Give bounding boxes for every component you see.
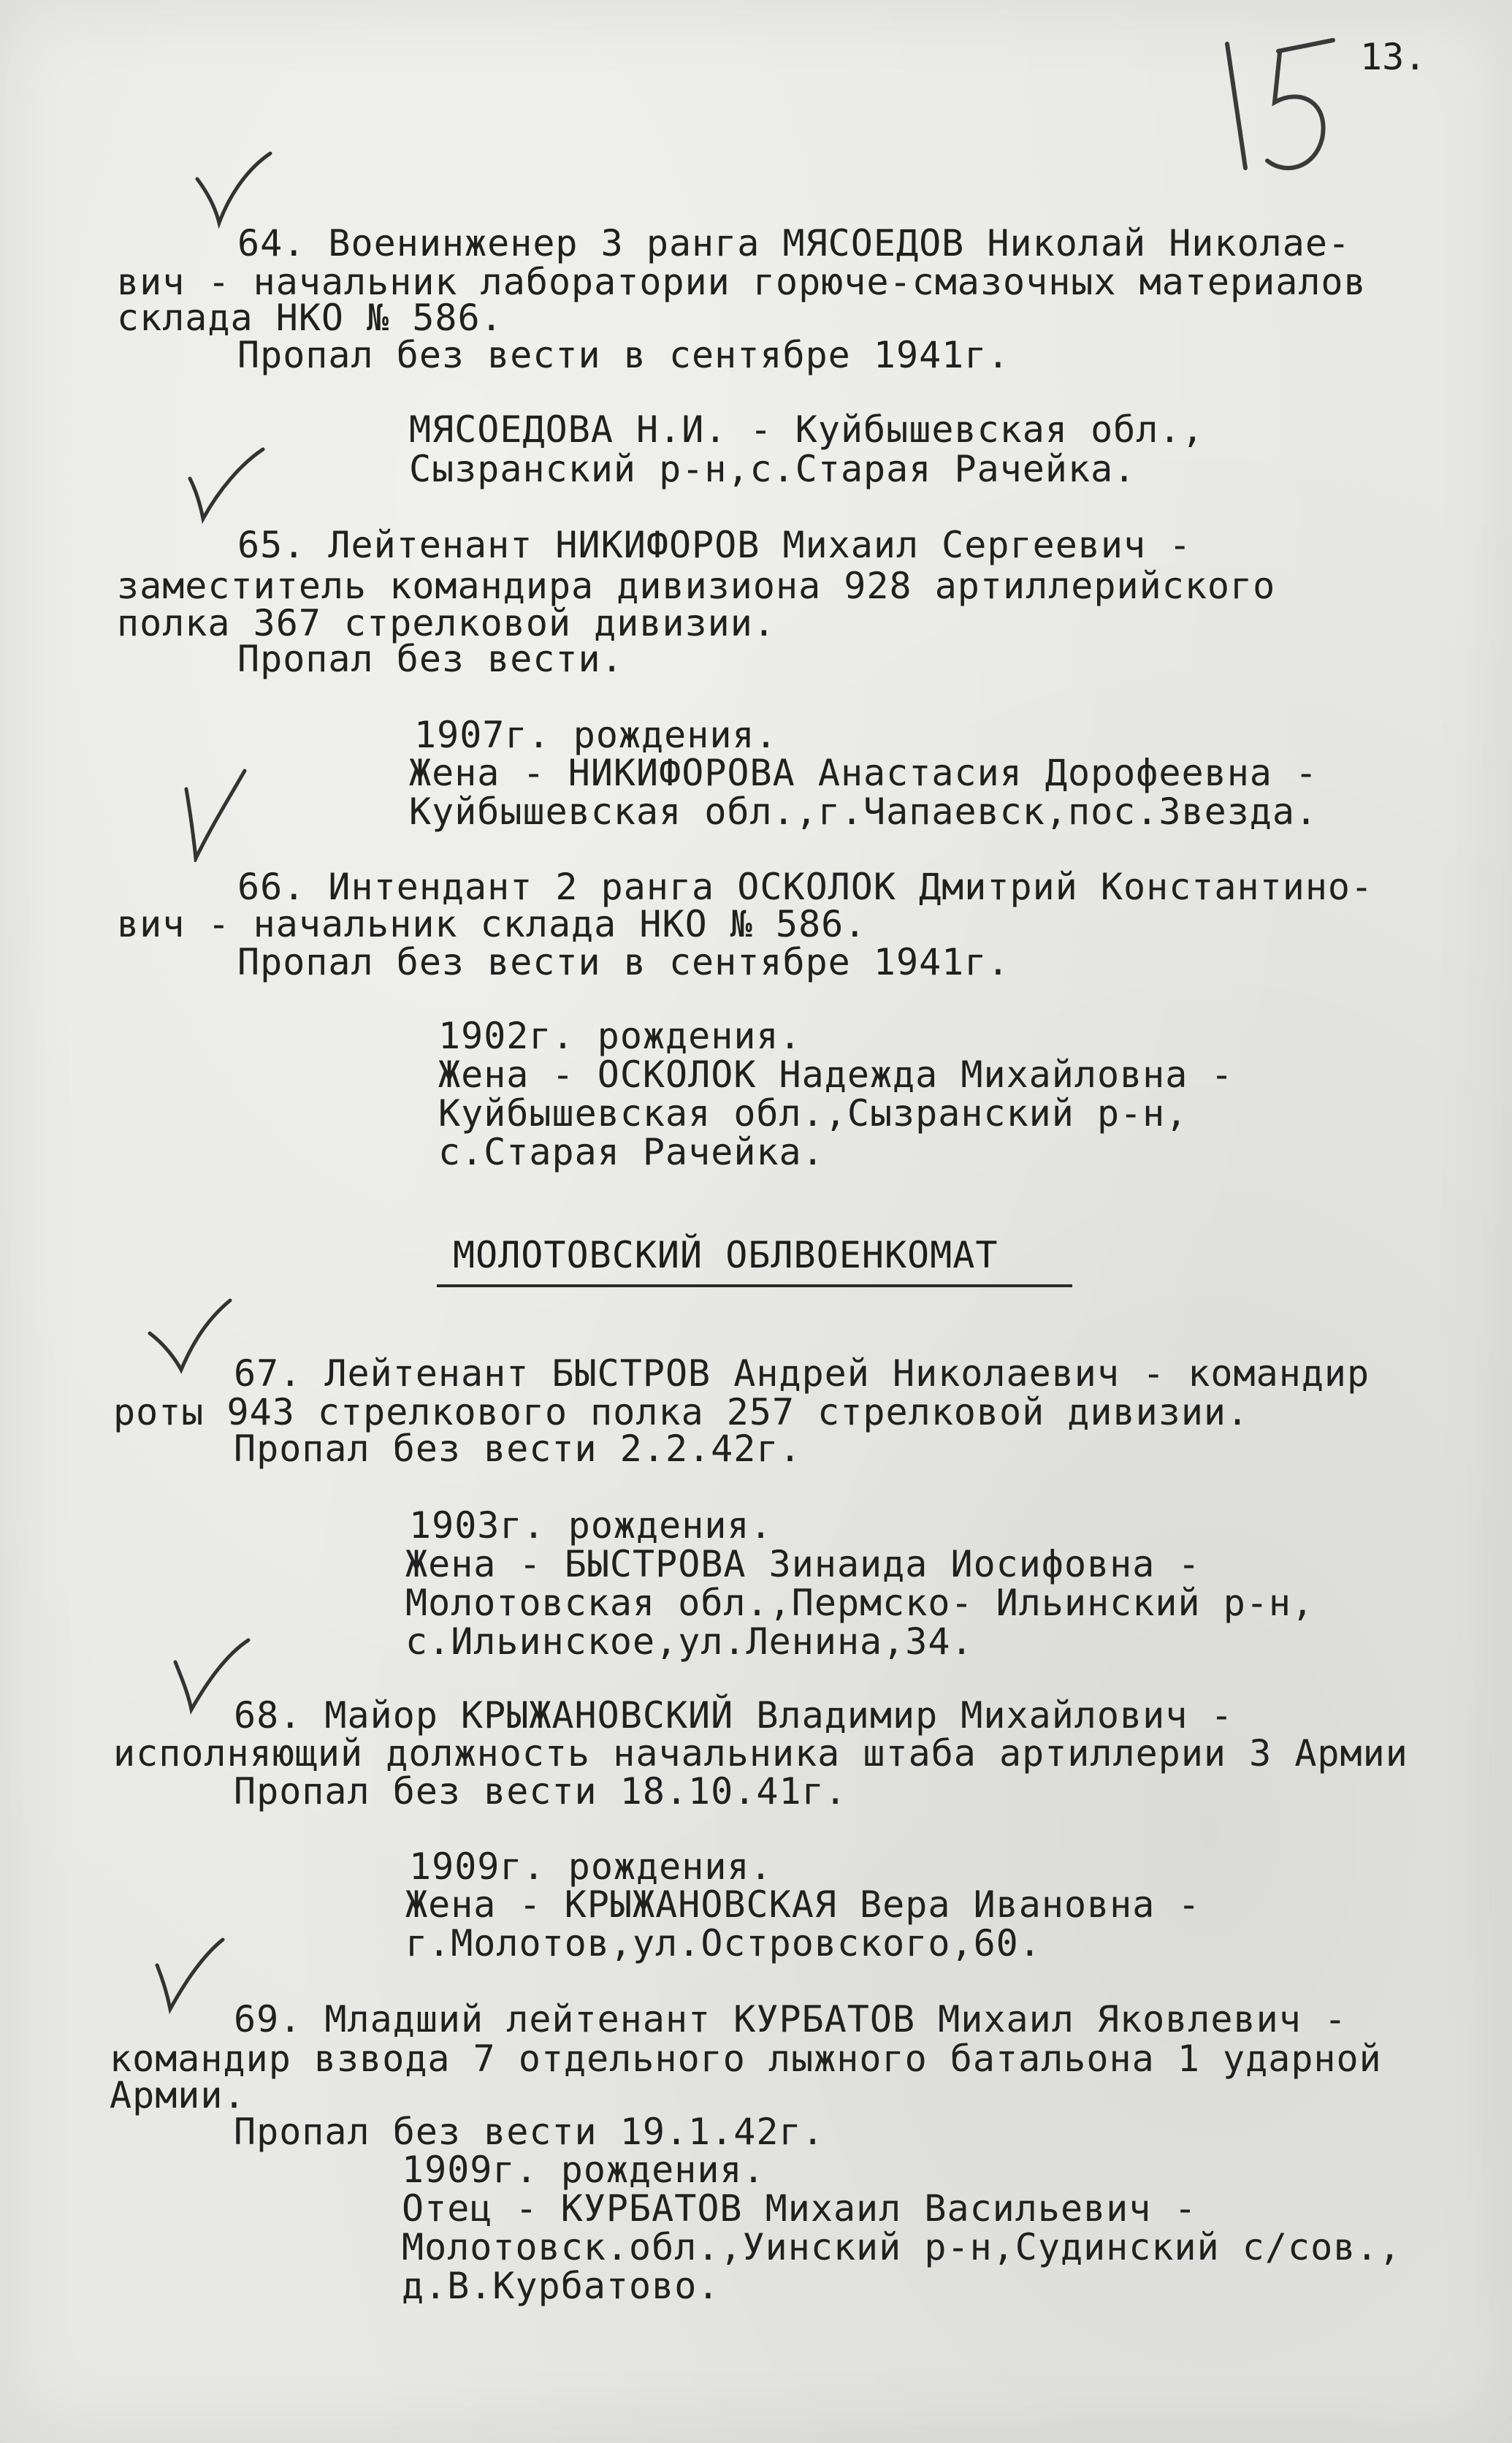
entry-68-relative-3: г.Молотов,ул.Островского,60. (405, 1922, 1042, 1964)
entry-68-line-1: 68. Майор КРЫЖАНОВСКИЙ Владимир Михайлович - (234, 1694, 1234, 1737)
entry-68-line-3: Пропал без вести 18.10.41г. (234, 1770, 847, 1813)
entry-67-relative-3: Молотовская обл.,Пермско- Ильинский р-н, (405, 1582, 1315, 1624)
page-number: 13. (1360, 36, 1427, 78)
entry-65-relative-2: Жена - НИКИФОРОВА Анастасия Дорофеевна - (409, 752, 1318, 794)
entry-64-line-2: вич - начальник лаборатории горюче-смазочных материалов (117, 261, 1367, 303)
handwritten-page-number (1213, 22, 1344, 183)
entry-68-relative-2: Жена - КРЫЖАНОВСКАЯ Вера Ивановна - (405, 1883, 1201, 1926)
entry-69-line-3: Армии. (110, 2074, 246, 2116)
entry-69-relative-2: Отец - КУРБАТОВ Михаил Васильевич - (402, 2187, 1197, 2230)
entry-64-line-1: 64. Военинженер 3 ранга МЯСОЕДОВ Николай Николае- (237, 222, 1351, 264)
entry-67-line-3: Пропал без вести 2.2.42г. (234, 1428, 802, 1470)
entry-68-relative-1: 1909г. рождения. (409, 1845, 773, 1888)
entry-66-line-1: 66. Интендант 2 ранга ОСКОЛОК Дмитрий Константино- (237, 866, 1374, 908)
entry-64-relative-2: Сызранский р-н,с.Старая Рачейка. (409, 448, 1137, 490)
checkmark-icon (183, 446, 270, 526)
entry-64-line-3: склада НКО № 586. (117, 297, 503, 339)
entry-65-line-1: 65. Лейтенант НИКИФОРОВ Михаил Сергеевич - (237, 524, 1192, 566)
entry-69-relative-1: 1909г. рождения. (402, 2149, 765, 2191)
entry-66-line-2: вич - начальник склада НКО № 586. (117, 903, 867, 945)
entry-68-line-2: исполняющий должность начальника штаба артиллерии 3 Армии (113, 1732, 1408, 1775)
entry-69-relative-3: Молотовск.обл.,Уинский р-н,Судинский с/сов., (402, 2226, 1402, 2268)
entry-66-relative-2: Жена - ОСКОЛОК Надежда Михайловна - (438, 1053, 1234, 1096)
entry-66-relative-3: Куйбышевская обл.,Сызранский р-н, (438, 1092, 1188, 1135)
entry-67-line-2: роты 943 стрелкового полка 257 стрелковой дивизии. (113, 1391, 1250, 1433)
section-heading: МОЛОТОВСКИЙ ОБЛВОЕНКОМАТ (453, 1234, 999, 1276)
entry-66-relative-4: с.Старая Рачейка. (438, 1131, 825, 1173)
entry-65-relative-3: Куйбышевская обл.,г.Чапаевск,пос.Звезда. (409, 790, 1318, 833)
entry-69-line-2: командир взвода 7 отдельного лыжного батальона 1 ударной (110, 2038, 1382, 2080)
entry-66-relative-1: 1902г. рождения. (438, 1015, 802, 1057)
entry-65-relative-1: 1907г. рождения. (414, 714, 778, 756)
entry-67-line-1: 67. Лейтенант БЫСТРОВ Андрей Николаевич - командир (234, 1352, 1370, 1395)
entry-66-line-3: Пропал без вести в сентябре 1941г. (237, 941, 1010, 983)
entry-67-relative-2: Жена - БЫСТРОВА Зинаида Иосифовна - (405, 1543, 1201, 1585)
entry-69-line-1: 69. Младший лейтенант КУРБАТОВ Михаил Яковлевич - (234, 1998, 1348, 2040)
entry-69-line-4: Пропал без вести 19.1.42г. (234, 2111, 825, 2153)
checkmark-icon (150, 1936, 237, 2016)
section-heading-underline (437, 1284, 1072, 1287)
entry-67-relative-1: 1903г. рождения. (409, 1504, 773, 1547)
entry-65-line-2: заместитель командира дивизиона 928 артиллерийского (117, 565, 1276, 607)
entry-65-line-3: полка 367 стрелковой дивизии. (117, 602, 776, 644)
entry-67-relative-4: с.Ильинское,ул.Ленина,34. (405, 1620, 974, 1663)
checkmark-icon (146, 1297, 234, 1377)
entry-69-relative-4: д.В.Курбатово. (402, 2265, 720, 2307)
entry-64-line-4: Пропал без вести в сентябре 1941г. (237, 334, 1010, 376)
checkmark-icon (175, 767, 263, 862)
checkmark-icon (190, 150, 278, 230)
entry-64-relative-1: МЯСОЕДОВА Н.И. - Куйбышевская обл., (409, 408, 1204, 451)
entry-65-line-4: Пропал без вести. (237, 638, 624, 680)
